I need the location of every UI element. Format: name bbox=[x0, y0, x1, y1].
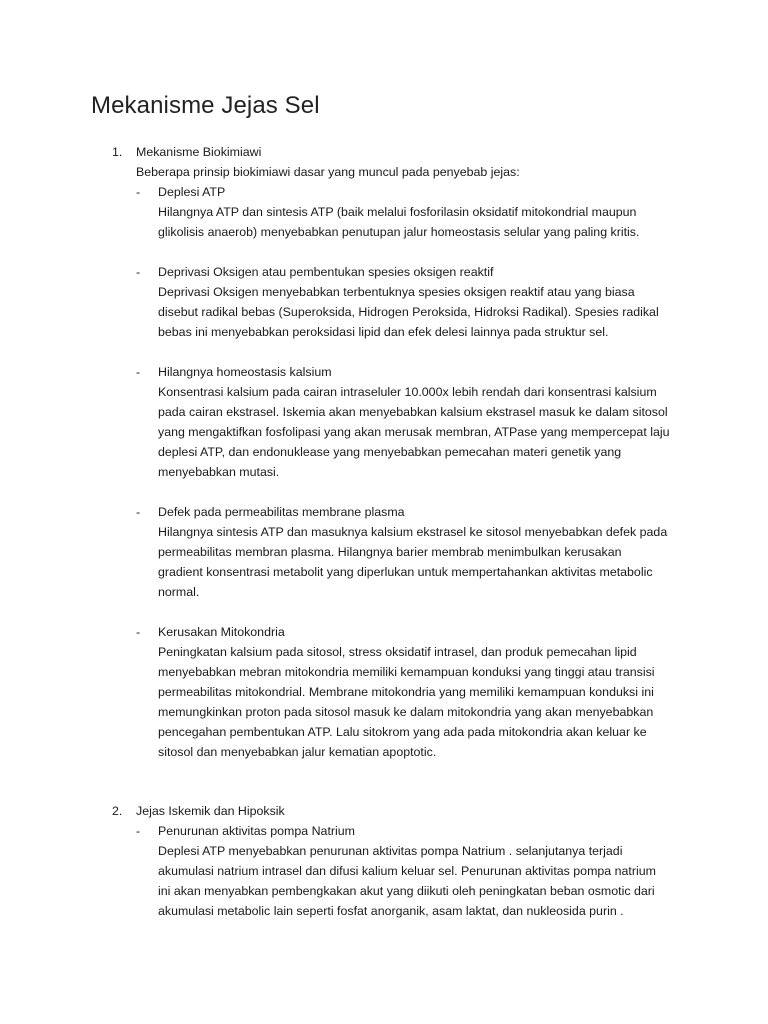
item-paragraph bbox=[158, 282, 688, 342]
item-heading: Deprivasi Oksigen atau pembentukan spesies oksigen reaktif bbox=[158, 265, 494, 279]
paragraph-line: Peningkatan kalsium pada sitosol, stress oksidatif intrasel, dan produk pemecahan lipid bbox=[158, 645, 637, 659]
paragraph-line: gradient konsentrasi metabolit yang diperlukan untuk mempertahankan aktivitas metabolic bbox=[158, 565, 653, 579]
bullet-dash: - bbox=[136, 824, 141, 838]
paragraph-line: ini akan menyabkan pembengkakan akut yang diikuti oleh peningkatan beban osmotic dari bbox=[158, 884, 655, 898]
paragraph-line: Deplesi ATP menyebabkan penurunan aktivitas pompa Natrium . selanjutanya terjadi bbox=[158, 844, 623, 858]
item-paragraph bbox=[158, 642, 688, 762]
item-paragraph bbox=[158, 522, 688, 602]
paragraph-line: Deprivasi Oksigen menyebabkan terbentuknya spesies oksigen reaktif atau yang biasa bbox=[158, 285, 635, 299]
bullet-dash: - bbox=[136, 365, 141, 379]
paragraph-line: deplesi ATP, dan endonuklease yang menyebabkan pemecahan materi genetik yang bbox=[158, 445, 622, 459]
item-heading: Hilangnya homeostasis kalsium bbox=[158, 365, 332, 379]
section-heading: Jejas Iskemik dan Hipoksik bbox=[136, 804, 285, 818]
paragraph-line: bebas ini menyebabkan peroksidasi lipid dan efek delesi lainnya pada struktur sel. bbox=[158, 325, 609, 339]
paragraph-line: disebut radikal bebas (Superoksida, Hidrogen Peroksida, Hidroksi Radikal). Spesies radikal bbox=[158, 305, 659, 319]
item-heading: Deplesi ATP bbox=[158, 185, 226, 199]
paragraph-line: normal. bbox=[158, 585, 200, 599]
paragraph-line: memungkinkan proton pada sitosol masuk ke dalam mitokondria yang akan menyebabkan bbox=[158, 705, 654, 719]
item-paragraph bbox=[158, 382, 688, 482]
document-title: Mekanisme Jejas Sel bbox=[91, 92, 320, 119]
bullet-dash: - bbox=[136, 185, 141, 199]
paragraph-line: menyebabkan mebran mitokondria memiliki kemampuan konduksi yang tinggi atau transisi bbox=[158, 665, 655, 679]
item-paragraph bbox=[158, 841, 688, 921]
paragraph-line: Konsentrasi kalsium pada cairan intraseluler 10.000x lebih rendah dari konsentrasi kalsium bbox=[158, 385, 657, 399]
bullet-dash: - bbox=[136, 625, 141, 639]
paragraph-line: Hilangnya sintesis ATP dan masuknya kalsium ekstrasel ke sitosol menyebabkan defek pada bbox=[158, 525, 668, 539]
section-intro: Beberapa prinsip biokimiawi dasar yang muncul pada penyebab jejas: bbox=[136, 165, 520, 179]
paragraph-line: glikolisis anaerob) menyebabkan penutupan jalur homeostasis selular yang paling kritis. bbox=[158, 225, 640, 239]
item-paragraph bbox=[158, 202, 688, 242]
bullet-dash: - bbox=[136, 505, 141, 519]
paragraph-line: Hilangnya ATP dan sintesis ATP (baik melalui fosforilasin oksidatif mitokondrial maupun bbox=[158, 205, 637, 219]
item-heading: Defek pada permeabilitas membrane plasma bbox=[158, 505, 405, 519]
section-number: 2. bbox=[112, 804, 123, 818]
paragraph-line: sitosol dan menyebabkan jalur kematian apoptotic. bbox=[158, 745, 437, 759]
section-number: 1. bbox=[112, 145, 123, 159]
section-heading: Mekanisme Biokimiawi bbox=[136, 145, 262, 159]
bullet-dash: - bbox=[136, 265, 141, 279]
paragraph-line: permeabilitas membran plasma. Hilangnya barier membrab menimbulkan kerusakan bbox=[158, 545, 622, 559]
paragraph-line: menyebabkan mutasi. bbox=[158, 465, 280, 479]
paragraph-line: pencegahan pembentukan ATP. Lalu sitokrom yang ada pada mitokondria akan keluar ke bbox=[158, 725, 647, 739]
paragraph-line: akumulasi natrium intrasel dan difusi kalium keluar sel. Penurunan aktivitas pompa natrium bbox=[158, 864, 656, 878]
item-heading: Kerusakan Mitokondria bbox=[158, 625, 285, 639]
paragraph-line: pada cairan ekstrasel. Iskemia akan menyebabkan kalsium ekstrasel masuk ke dalam sitosol bbox=[158, 405, 668, 419]
paragraph-line: akumulasi metabolic lain seperti fosfat anorganik, asam laktat, dan nukleosida purin . bbox=[158, 904, 624, 918]
paragraph-line: yang mengaktifkan fosfolipasi yang akan merusak membran, ATPase yang mempercepat laju bbox=[158, 425, 670, 439]
paragraph-line: permeabilitas mitokondrial. Membrane mitokondria yang memiliki kemampuan konduksi ini bbox=[158, 685, 654, 699]
item-heading: Penurunan aktivitas pompa Natrium bbox=[158, 824, 355, 838]
